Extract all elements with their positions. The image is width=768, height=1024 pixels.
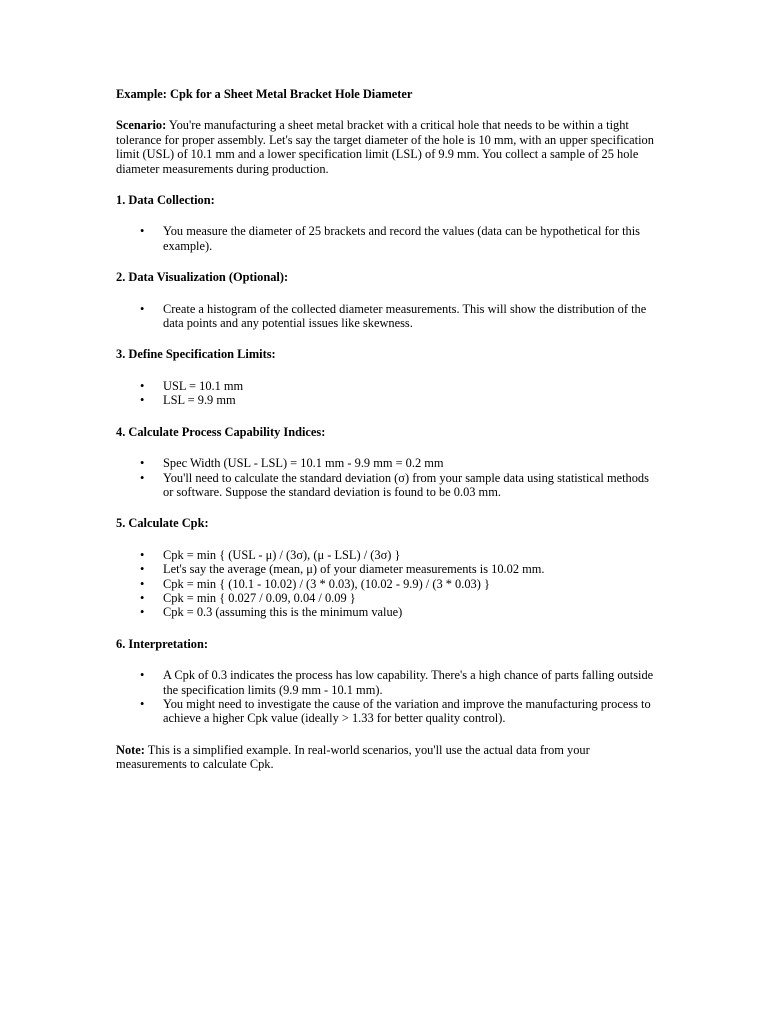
scenario-paragraph: [116, 118, 661, 176]
section-heading: 1. Data Collection:: [116, 193, 215, 208]
bullet-icon: •: [140, 470, 145, 485]
bullet-icon: •: [140, 590, 145, 605]
section-heading: 4. Calculate Process Capability Indices:: [116, 424, 326, 439]
bullet-icon: •: [140, 562, 145, 577]
section-heading: 6. Interpretation:: [116, 636, 208, 651]
list-item: [116, 591, 661, 605]
list-item: [116, 471, 661, 500]
list-item-text: A Cpk of 0.3 indicates the process has low capability. There's a high chance of parts falling outside the specification limits (9.9 mm - 10.1 mm).: [163, 668, 654, 697]
section-heading: 5. Calculate Cpk:: [116, 516, 209, 531]
bullet-list: [116, 224, 661, 253]
list-item-text: You measure the diameter of 25 brackets and record the values (data can be hypothetical for this example).: [163, 224, 640, 253]
bullet-icon: •: [140, 456, 145, 471]
list-item: [116, 379, 661, 393]
document-page: [116, 87, 661, 772]
list-item: [116, 393, 661, 407]
list-item-text: Spec Width (USL - LSL) = 10.1 mm - 9.9 mm = 0.2 mm: [163, 456, 444, 471]
sections-container: [116, 193, 661, 726]
list-item: [116, 562, 661, 576]
list-item: [116, 605, 661, 619]
bullet-icon: •: [140, 393, 145, 408]
section-heading: 3. Define Specification Limits:: [116, 347, 276, 362]
bullet-list: [116, 668, 661, 726]
bullet-list: [116, 548, 661, 620]
list-item: [116, 224, 661, 253]
list-item-text: Cpk = 0.3 (assuming this is the minimum value): [163, 605, 403, 620]
bullet-icon: •: [140, 301, 145, 316]
list-item: [116, 697, 661, 726]
scenario-label: Scenario:: [116, 118, 167, 133]
note-label: Note:: [116, 742, 145, 757]
scenario-text: You're manufacturing a sheet metal bracket with a critical hole that needs to be within a tight tolerance for proper assembly. Let's say the target diameter of the hole is 10 mm, with an upper specification limit (USL) of 10.1 mm and a lower specification limit (LSL) of 9.9 mm. You collect a sample of 25 hole diameter measurements during production.: [116, 118, 654, 176]
bullet-icon: •: [140, 224, 145, 239]
bullet-list: [116, 456, 661, 499]
list-item: [116, 668, 661, 697]
list-item: [116, 548, 661, 562]
bullet-icon: •: [140, 378, 145, 393]
list-item: [116, 302, 661, 331]
bullet-icon: •: [140, 696, 145, 711]
bullet-icon: •: [140, 576, 145, 591]
list-item-text: You'll need to calculate the standard deviation (σ) from your sample data using statistical methods or software. Suppose the standard deviation is found to be 0.03 mm.: [163, 470, 649, 499]
bullet-icon: •: [140, 605, 145, 620]
document-title: Example: Cpk for a Sheet Metal Bracket Hole Diameter: [116, 87, 413, 101]
list-item-text: Cpk = min { (USL - μ) / (3σ), (μ - LSL) / (3σ) }: [163, 547, 401, 562]
list-item-text: Let's say the average (mean, μ) of your diameter measurements is 10.02 mm.: [163, 562, 545, 577]
note-text: This is a simplified example. In real-world scenarios, you'll use the actual data from your measurements to calculate Cpk.: [116, 742, 590, 772]
list-item-text: Create a histogram of the collected diameter measurements. This will show the distribution of the data points and any potential issues like skewness.: [163, 301, 647, 331]
bullet-list: [116, 302, 661, 331]
list-item: [116, 577, 661, 591]
list-item-text: Cpk = min { 0.027 / 0.09, 0.04 / 0.09 }: [163, 590, 356, 605]
bullet-list: [116, 379, 661, 408]
list-item-text: LSL = 9.9 mm: [163, 393, 236, 408]
list-item-text: You might need to investigate the cause of the variation and improve the manufacturing process to achieve a higher Cpk value (ideally > 1.33 for better quality control).: [163, 696, 651, 726]
bullet-icon: •: [140, 668, 145, 683]
list-item-text: Cpk = min { (10.1 - 10.02) / (3 * 0.03), (10.02 - 9.9) / (3 * 0.03) }: [163, 576, 490, 591]
section-heading: 2. Data Visualization (Optional):: [116, 270, 289, 285]
list-item: [116, 456, 661, 470]
bullet-icon: •: [140, 547, 145, 562]
list-item-text: USL = 10.1 mm: [163, 378, 244, 393]
note-paragraph: [116, 743, 661, 772]
